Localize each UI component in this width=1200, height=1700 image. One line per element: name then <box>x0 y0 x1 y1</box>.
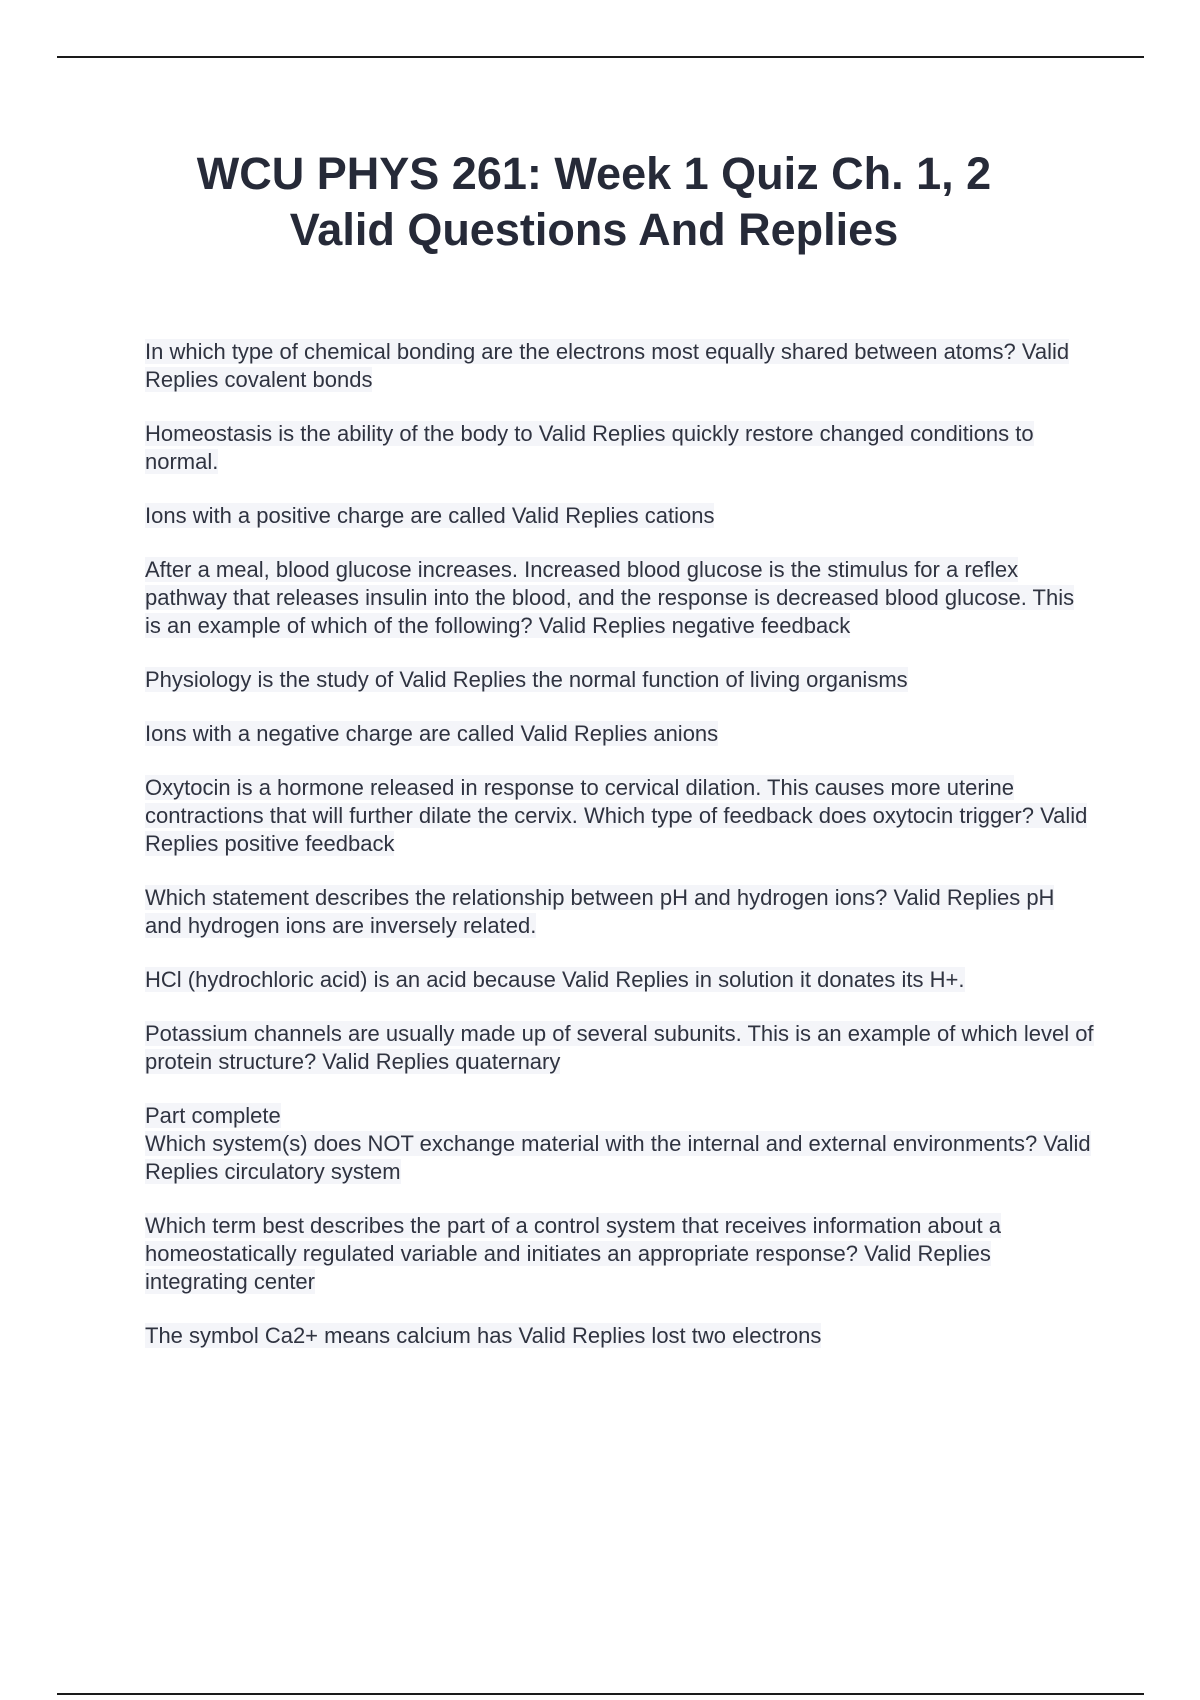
title-line-2: Valid Questions And Replies <box>289 204 899 255</box>
top-divider <box>57 56 1144 58</box>
qa-list <box>145 338 1095 1376</box>
qa-text: After a meal, blood glucose increases. Increased blood glucose is the stimulus for a reflex pathway that releases insulin into the blood, and the response is decreased blood glucose. This is an example of which of the following? Valid Replies negative feedback <box>145 557 1075 638</box>
qa-text: Physiology is the study of Valid Replies the normal function of living organisms <box>145 667 908 692</box>
qa-item <box>145 966 1095 994</box>
qa-text: The symbol Ca2+ means calcium has Valid Replies lost two electrons <box>145 1323 822 1348</box>
qa-text: Ions with a negative charge are called Valid Replies anions <box>145 721 719 746</box>
qa-text: In which type of chemical bonding are the electrons most equally shared between atoms? Valid Replies covalent bonds <box>145 339 1070 392</box>
qa-item <box>145 884 1095 940</box>
title-line-1: WCU PHYS 261: Week 1 Quiz Ch. 1, 2 <box>196 148 992 199</box>
document-title <box>100 146 1088 258</box>
qa-item <box>145 720 1095 748</box>
qa-item <box>145 338 1095 394</box>
qa-text: Which statement describes the relationship between pH and hydrogen ions? Valid Replies pH and hydrogen ions are inversely related. <box>145 885 1055 938</box>
qa-text: Potassium channels are usually made up of several subunits. This is an example of which level of protein structure? Valid Replies quaternary <box>145 1021 1094 1074</box>
qa-item <box>145 1212 1095 1296</box>
qa-text: Which system(s) does NOT exchange material with the internal and external environments? Valid Replies circulatory system <box>145 1131 1091 1184</box>
qa-item <box>145 420 1095 476</box>
qa-item <box>145 502 1095 530</box>
qa-item <box>145 1322 1095 1350</box>
qa-text: Oxytocin is a hormone released in response to cervical dilation. This causes more uterine contractions that will further dilate the cervix. Which type of feedback does oxytocin trigger? Valid Replies positive feedback <box>145 775 1088 856</box>
qa-item <box>145 556 1095 640</box>
qa-text: Ions with a positive charge are called Valid Replies cations <box>145 503 715 528</box>
qa-item <box>145 774 1095 858</box>
qa-text: HCl (hydrochloric acid) is an acid because Valid Replies in solution it donates its H+. <box>145 967 965 992</box>
qa-text: Which term best describes the part of a control system that receives information about a homeostatically regulated variable and initiates an appropriate response? Valid Replies integrating center <box>145 1213 1001 1294</box>
part-complete-label: Part complete <box>145 1103 281 1128</box>
qa-item <box>145 1020 1095 1076</box>
bottom-divider <box>57 1693 1144 1695</box>
qa-item <box>145 666 1095 694</box>
qa-item <box>145 1102 1095 1186</box>
qa-text: Homeostasis is the ability of the body to Valid Replies quickly restore changed conditions to normal. <box>145 421 1034 474</box>
